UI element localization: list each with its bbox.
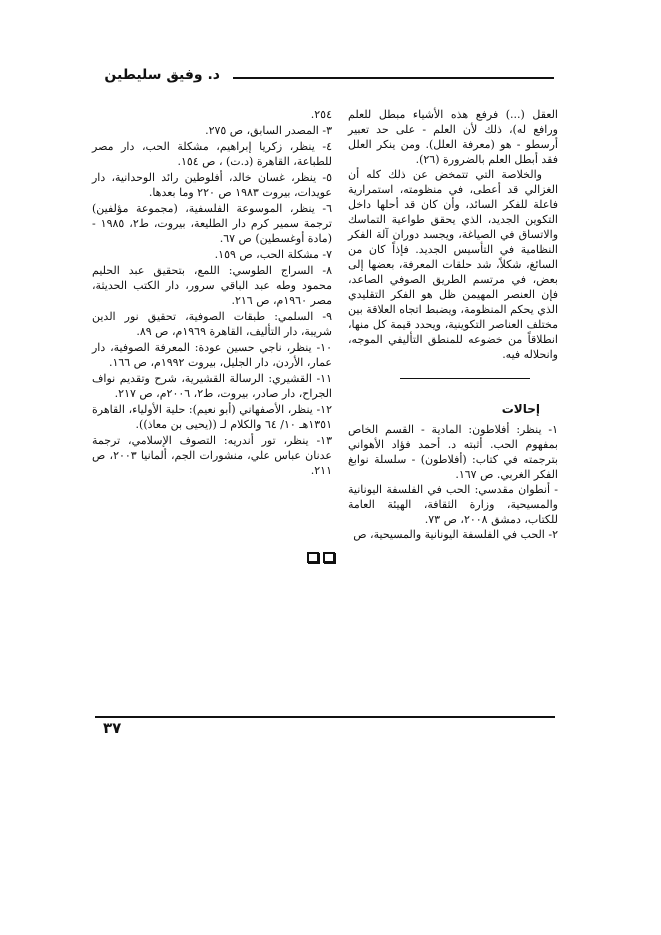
body-paragraph-1: العقل (...) فرفع هذه الأشياء مبطل للعلم ورافع له)، ذلك لأن العلم - على حد تعبير أرسطو - هو (معرفة العلل). ومن ينكر العلل فقد أبطل العلم بالضرورة (٢٦). [348,108,558,166]
section-separator [400,378,530,379]
header-rule [233,77,554,79]
note-item: ١- ينظر: أفلاطون: المادية - القسم الخاص بمفهوم الحب. أثبته د. أحمد فؤاد الأهواني بترجمته في كتاب: (أفلاطون) - سلسلة نوابغ الفكر الغربي. ص ١٦٧. [348,423,558,481]
note-item: ١١- القشيري: الرسالة القشيرية، شرح وتقديم نواف الجراح، دار صادر، بيروت، ط٢، ٢٠٠٦م، ص ٢١٧. [92,372,332,400]
note-item: - أنطوان مقدسي: الحب في الفلسفة اليونانية والمسيحية، وزارة الثقافة، الهيئة العامة للكتاب، دمشق ٢٠٠٨، ص ٧٣. [348,483,558,526]
notes-left-column [92,107,332,479]
end-ornament-icon [303,550,339,564]
note-item: ٣- المصدر السابق، ص ٢٧٥. [205,124,332,137]
note-item: ٢٥٤. [310,108,332,121]
note-item: ٧- مشكلة الحب، ص ١٥٩. [214,248,332,261]
notes-right-column [348,422,558,542]
body-paragraph-2: والخلاصة التي تتمخض عن ذلك كله أن الغزالي قد أعطى، في منظومته، استمرارية فاعلة للفكر السائد، وأن كان قد أحلها داخل التكوين الجديد، الذي يحقق طواعية التماسك والاتساق في الصياغة، ويجسد دوران آلة الفكر النظامية في التأسيس الجديد. فإذاً كان من السائغ، شكلاً، شد حلقات المعرفة، بعضها إلى بعض، في مرتسم الطريق الصوفي الصاعد، فإن العنصر المهيمن ظل هو الفكر التقليدي الذي يحكم المنظومة، ويضبط اتجاه العلاقة بين مختلف العناصر التكوينية، ويحدد قيمة كل منها، انطلاقاً من خضوعه للمنطق التأليفي الموجه، وانحلاله فيه. [348,168,558,361]
note-item: ١٢- ينظر، الأصفهاني (أبو نعيم): حلية الأولياء، القاهرة ١٣٥١هـ ١٠/ ٦٤ والكلام لـ ((يحيى بن معاذ)). [92,403,332,431]
note-item: ٩- السلمي: طبقات الصوفية، تحقيق نور الدين شريبة، دار التأليف، القاهرة ١٩٦٩م، ص ٨٩. [92,310,332,338]
square-icon [307,552,319,563]
note-item: ٨- السراج الطوسي: اللمع، بتحقيق عبد الحليم محمود وطه عبد الباقي سرور، دار الكتب الحديثة، مصر ١٩٦٠م، ص ٢١٦. [92,264,332,307]
note-item: ١٣- ينظر، تور أندريه: التصوف الإسلامي، ترجمة عدنان عباس علي، منشورات الجم، ألمانيا ٢٠٠٣، ص ٢١١. [92,434,332,477]
header-author: د. وفيق سليطين [104,67,220,83]
square-icon [323,552,335,563]
note-item: ٢- الحب في الفلسفة اليونانية والمسيحية، ص [353,528,558,541]
note-item: ٥- ينظر، غسان خالد، أفلوطين رائد الوحدانية، دار عويدات، بيروت ١٩٨٣ ص ٢٢٠ وما بعدها. [92,171,332,199]
body-text [348,107,558,362]
footer-rule [95,716,555,718]
notes-heading: إحالات [501,402,540,416]
note-item: ١٠- ينظر، ناجي حسين عودة: المعرفة الصوفية، دار عمار، الأردن، دار الجليل، بيروت ١٩٩٢م، ص ١٦٦. [92,341,332,369]
page-number: ٣٧ [103,719,122,737]
note-item: ٦- ينظر، الموسوعة الفلسفية، (مجموعة مؤلفين) ترجمة سمير كرم دار الطليعة، بيروت، ط٢، ١٩٨٥ - (مادة أوغسطين) ص ٦٧. [92,202,332,245]
note-item: ٤- ينظر، زكريا إبراهيم، مشكلة الحب، دار مصر للطباعة، القاهرة (د.ت) ، ص ١٥٤. [92,140,332,168]
